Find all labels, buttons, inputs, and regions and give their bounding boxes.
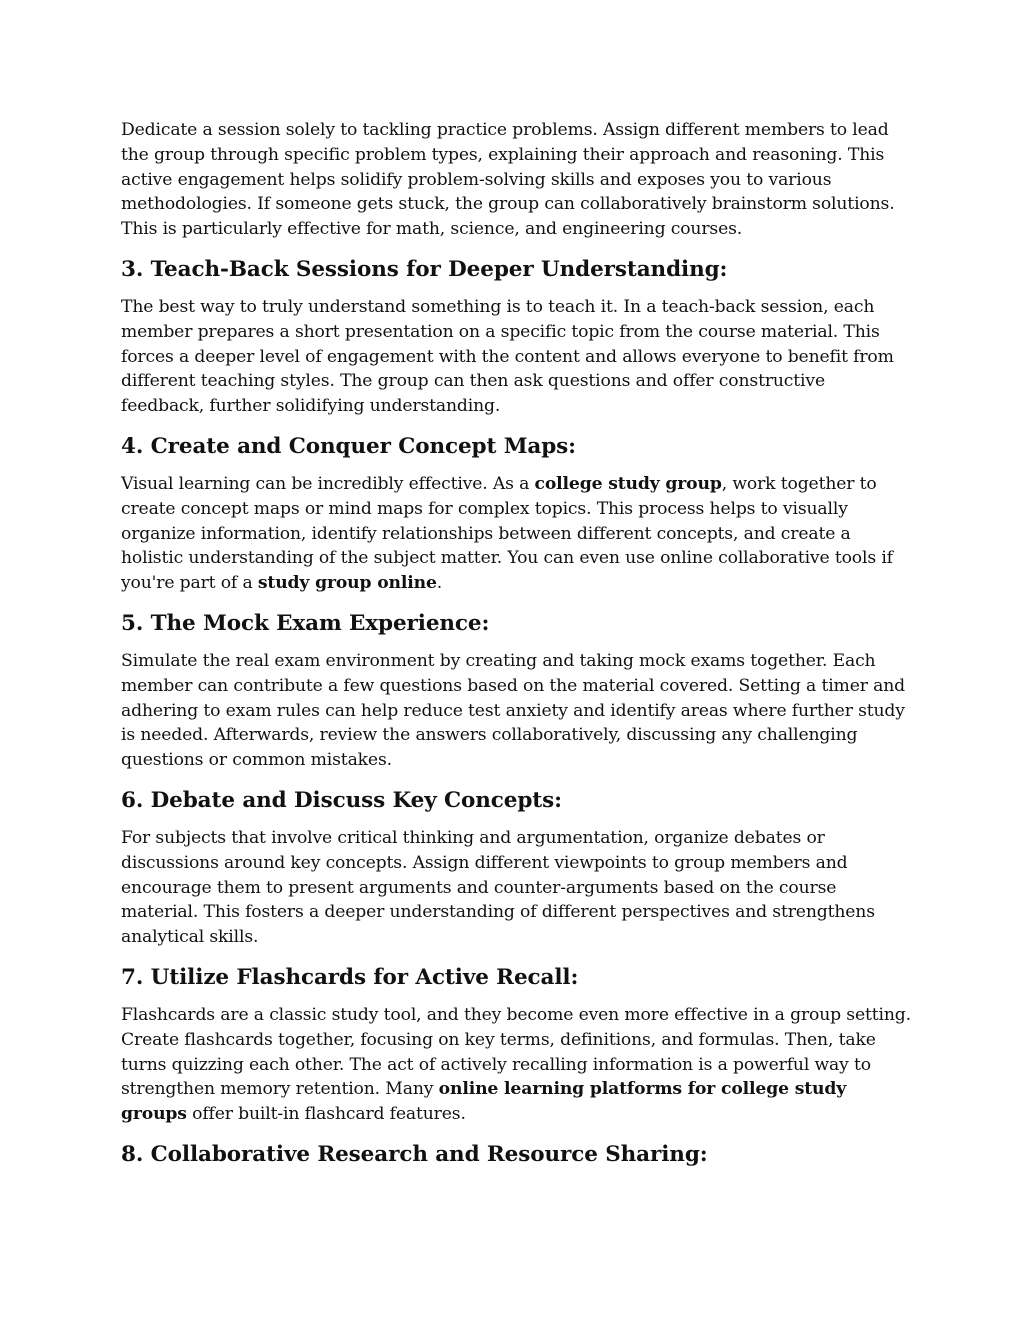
body-text: Flashcards are a classic study tool, and they become even more effective in a group setting. Create flashcards together, focusing on key terms, definitions, and formulas. Then, take turns quizzing each other. The act of actively recalling information is a powerful way to strengthen memory retention. Many xyxy=(121,1004,911,1100)
section-body-teach-back: The best way to truly understand something is to teach it. In a teach-back session, each member prepares a short presentation on a specific topic from the course material. This forces a deeper level of engagement with the content and allows everyone to benefit from different teaching styles. The group can then ask questions and offer constructive feedback, further solidifying understanding. xyxy=(121,296,894,417)
section-heading-flashcards: 7. Utilize Flashcards for Active Recall: xyxy=(121,964,579,990)
section-heading-teach-back: 3. Teach-Back Sessions for Deeper Understanding: xyxy=(121,256,728,282)
section-body-mock-exam: Simulate the real exam environment by creating and taking mock exams together. Each member can contribute a few questions based on the material covered. Setting a timer and adhering to exam rules can help reduce test anxiety and identify areas where further study is needed. Afterwards, review the answers collaboratively, discussing any challenging questions or common mistakes. xyxy=(121,650,905,771)
keyword-online-learning-platforms: online learning platforms for college study groups xyxy=(121,1079,847,1125)
body-text: . xyxy=(436,573,443,594)
section-body-flashcards xyxy=(121,1003,911,1127)
keyword-college-study-group: college study group xyxy=(534,473,722,494)
body-text: Visual learning can be incredibly effective. As a xyxy=(121,473,535,494)
intro-paragraph: Dedicate a session solely to tackling practice problems. Assign different members to lead the group through specific problem types, explaining their approach and reasoning. This active engagement helps solidify problem-solving skills and exposes you to various methodologies. If someone gets stuck, the group can collaboratively brainstorm solutions. This is particularly effective for math, science, and engineering courses. xyxy=(121,120,895,240)
section-heading-debate: 6. Debate and Discuss Key Concepts: xyxy=(121,787,562,813)
document-page xyxy=(121,118,911,1180)
section-heading-concept-maps: 4. Create and Conquer Concept Maps: xyxy=(121,433,577,459)
section-heading-mock-exam: 5. The Mock Exam Experience: xyxy=(121,610,490,636)
section-heading-research: 8. Collaborative Research and Resource Sharing: xyxy=(121,1141,708,1167)
section-body-debate: For subjects that involve critical thinking and argumentation, organize debates or discussions around key concepts. Assign different viewpoints to group members and encourage them to present arguments and counter-arguments based on the course material. This fosters a deeper understanding of different perspectives and strengthens analytical skills. xyxy=(121,827,875,948)
section-body-concept-maps xyxy=(121,472,911,596)
body-text: , work together to create concept maps or mind maps for complex topics. This process helps to visually organize information, identify relationships between different concepts, and create a holistic understanding of the subject matter. You can even use online collaborative tools if you're part of a xyxy=(121,473,893,594)
keyword-study-group-online: study group online xyxy=(257,573,437,594)
body-text: offer built-in flashcard features. xyxy=(186,1104,466,1125)
